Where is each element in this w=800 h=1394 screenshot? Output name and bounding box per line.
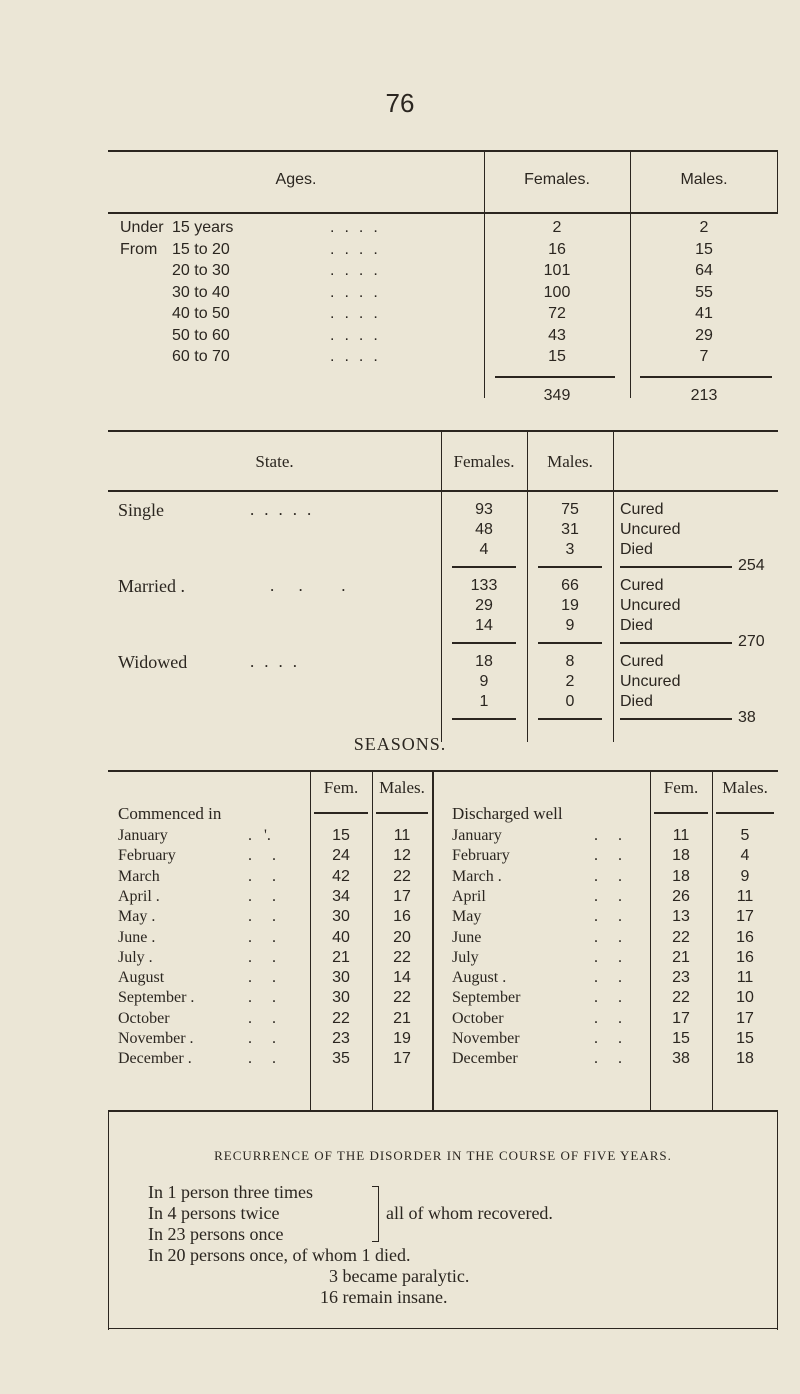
rule — [376, 812, 428, 814]
discharged-month: January — [452, 827, 502, 844]
age-prefix: From — [120, 240, 158, 258]
leader-dots: . . — [594, 867, 622, 885]
discharged-males: 17 — [736, 1009, 754, 1027]
discharged-fem: 17 — [672, 1009, 690, 1027]
sum-rule — [452, 718, 516, 720]
state-outcome: Died — [620, 541, 653, 558]
discharged-males: 15 — [736, 1030, 754, 1047]
commenced-fem: 30 — [332, 989, 350, 1007]
leader-dots: . . — [594, 948, 622, 966]
sum-rule — [538, 566, 602, 568]
state-total: 38 — [738, 709, 756, 726]
leader-dots: .... — [330, 283, 388, 301]
state-females: 48 — [475, 521, 493, 538]
age-range: 15 years — [172, 219, 234, 236]
discharged-month: June — [452, 928, 482, 946]
discharged-males: 16 — [736, 948, 754, 966]
discharged-males: 11 — [736, 969, 754, 987]
females-total: 349 — [543, 387, 571, 404]
state-males: 9 — [565, 617, 575, 634]
discharged-males: 17 — [736, 908, 754, 926]
state-label: Married . — [118, 576, 185, 596]
age-range: 20 to 30 — [172, 262, 230, 279]
commenced-males: 22 — [393, 948, 411, 966]
page-number: 76 — [385, 88, 415, 118]
leader-dots: . . — [594, 989, 622, 1007]
discharged-fem: 38 — [672, 1050, 690, 1068]
rule — [108, 150, 778, 152]
discharged-month: March . — [452, 867, 502, 885]
commenced-fem: 30 — [332, 908, 350, 926]
age-females: 15 — [548, 348, 566, 365]
commenced-month: June . — [118, 928, 156, 946]
sum-rule — [452, 642, 516, 644]
leader-dots: . . — [594, 887, 622, 905]
leader-dots: . . . — [270, 576, 356, 595]
commenced-fem: 24 — [332, 847, 350, 865]
state-label: Single — [118, 500, 165, 520]
commenced-month: May . — [118, 908, 156, 926]
age-males: 29 — [695, 326, 713, 344]
commenced-fem-header: Fem. — [323, 778, 359, 797]
discharged-month: October — [452, 1009, 504, 1027]
discharged-month: August . — [452, 969, 507, 987]
state-outcome: Cured — [620, 653, 664, 670]
column-rule — [432, 770, 434, 1110]
age-females: 16 — [548, 240, 566, 258]
males-total: 213 — [690, 387, 718, 404]
leader-dots: . . — [594, 908, 622, 926]
state-outcome: Cured — [620, 501, 664, 518]
age-range: 50 to 60 — [172, 326, 230, 344]
discharged-fem: 26 — [672, 887, 690, 905]
commenced-males: 20 — [393, 928, 411, 946]
discharged-fem: 15 — [672, 1030, 690, 1047]
state-total: 254 — [738, 557, 765, 574]
commenced-males: 21 — [393, 1009, 411, 1027]
age-range: 40 to 50 — [172, 305, 230, 322]
discharged-fem: 13 — [672, 908, 690, 926]
age-females: 72 — [548, 305, 566, 322]
commenced-month: October — [118, 1009, 170, 1027]
males-header: Males. — [680, 171, 728, 188]
commenced-males: 22 — [393, 867, 411, 885]
sum-rule — [620, 642, 732, 644]
discharged-males: 10 — [736, 989, 754, 1007]
discharged-fem: 22 — [672, 989, 690, 1007]
discharged-fem: 22 — [672, 928, 690, 946]
discharged-fem: 11 — [672, 827, 690, 844]
discharged-fem: 18 — [672, 847, 690, 865]
commenced-month: November . — [118, 1030, 194, 1047]
commenced-fem: 23 — [332, 1030, 350, 1047]
discharged-month: February — [452, 847, 510, 865]
sum-rule — [620, 566, 732, 568]
leader-dots: . . — [248, 969, 276, 987]
recurrence-line: 16 remain insane. — [320, 1287, 448, 1307]
sum-rule — [538, 642, 602, 644]
state-males: 31 — [561, 521, 579, 538]
state-outcome: Uncured — [620, 597, 681, 614]
discharged-month: November — [452, 1030, 520, 1047]
state-label: Widowed — [118, 652, 188, 672]
commenced-fem: 15 — [332, 827, 350, 844]
leader-dots: .... — [330, 305, 388, 322]
commenced-month: July . — [118, 948, 153, 966]
discharged-month: May — [452, 908, 482, 926]
recurrence-line: In 23 persons once — [148, 1224, 284, 1244]
sum-rule — [620, 718, 732, 720]
leader-dots: . . — [248, 847, 276, 865]
state-females: 1 — [479, 693, 489, 710]
discharged-males: 4 — [740, 847, 750, 865]
state-males: 19 — [561, 597, 579, 614]
state-males: 66 — [561, 577, 579, 594]
leader-dots: . . — [594, 969, 622, 987]
rule — [654, 812, 708, 814]
discharged-males: 18 — [736, 1050, 754, 1068]
state-females: 93 — [475, 501, 493, 518]
rule — [108, 770, 778, 772]
state-outcome: Died — [620, 693, 653, 710]
commenced-month: August — [118, 969, 165, 987]
age-males: 15 — [695, 240, 713, 258]
rule — [108, 1328, 778, 1329]
recurrence-line: In 20 persons once, of whom 1 died. — [148, 1245, 411, 1265]
rule — [108, 212, 778, 214]
state-males-header: Males. — [547, 452, 593, 471]
leader-dots: . . — [594, 928, 622, 946]
commenced-males-header: Males. — [379, 778, 425, 797]
ages-header: Ages. — [275, 171, 317, 188]
age-females: 100 — [543, 283, 571, 301]
recurrence-line: 3 became paralytic. — [329, 1266, 470, 1286]
leader-dots: . . — [248, 1050, 276, 1068]
state-total: 270 — [738, 633, 765, 650]
commenced-month: December . — [118, 1050, 192, 1068]
discharged-month: December — [452, 1050, 518, 1068]
state-outcome: Died — [620, 617, 653, 634]
commenced-males: 14 — [393, 969, 411, 987]
state-header: State. — [255, 452, 294, 471]
discharged-males: 9 — [740, 867, 750, 885]
age-females: 2 — [552, 219, 562, 236]
commenced-fem: 35 — [332, 1050, 350, 1068]
age-females: 43 — [548, 326, 566, 344]
state-outcome: Cured — [620, 577, 664, 594]
state-males: 0 — [565, 693, 575, 710]
leader-dots: .... — [330, 326, 388, 344]
state-females: 9 — [479, 673, 489, 690]
leader-dots: . . — [248, 1009, 276, 1027]
age-range: 15 to 20 — [172, 240, 230, 258]
leader-dots: .... — [330, 240, 388, 258]
state-females: 14 — [475, 617, 493, 634]
commenced-header: Commenced in — [118, 804, 222, 823]
age-males: 2 — [699, 219, 709, 236]
females-header: Females. — [524, 171, 590, 188]
leader-dots: .... — [330, 262, 388, 279]
rule — [716, 812, 774, 814]
commenced-month: March — [118, 867, 160, 885]
leader-dots: . . — [248, 948, 276, 966]
discharged-fem-header: Fem. — [663, 778, 699, 797]
age-males: 55 — [695, 283, 713, 301]
leader-dots: .... — [330, 219, 388, 236]
commenced-males: 19 — [393, 1030, 411, 1047]
commenced-fem: 34 — [332, 887, 350, 905]
age-females: 101 — [543, 262, 571, 279]
age-males: 64 — [695, 262, 713, 279]
leader-dots: . . — [594, 1050, 622, 1068]
leader-dots: . . — [248, 1030, 276, 1047]
recurrence-line: In 4 persons twice — [148, 1203, 280, 1223]
discharged-males-header: Males. — [722, 778, 768, 797]
sum-rule — [538, 718, 602, 720]
state-females-header: Females. — [453, 452, 515, 471]
commenced-month: September . — [118, 989, 195, 1007]
commenced-fem: 42 — [332, 867, 350, 885]
state-outcome: Uncured — [620, 521, 681, 538]
brace — [372, 1186, 379, 1242]
commenced-month: January — [118, 827, 168, 844]
age-males: 41 — [695, 305, 713, 322]
leader-dots: . . — [248, 887, 276, 905]
frame-rule — [777, 1110, 778, 1330]
commenced-males: 22 — [393, 989, 411, 1007]
recurrence-brace-text: all of whom recovered. — [386, 1203, 553, 1223]
discharged-males: 11 — [736, 887, 754, 905]
commenced-month: April . — [118, 887, 160, 905]
recurrence-title: RECURRENCE OF THE DISORDER IN THE COURSE OF FIVE YEARS. — [214, 1148, 672, 1163]
sum-rule — [640, 376, 772, 378]
state-males: 75 — [561, 501, 579, 518]
discharged-males: 5 — [740, 827, 750, 844]
leader-dots: .... — [250, 652, 307, 671]
age-prefix: Under — [120, 219, 164, 236]
leader-dots: . . — [248, 867, 276, 885]
rule — [108, 490, 778, 492]
column-rule — [613, 430, 614, 742]
recurrence-line: In 1 person three times — [148, 1182, 313, 1202]
discharged-fem: 18 — [672, 867, 690, 885]
state-outcome: Uncured — [620, 673, 681, 690]
discharged-males: 16 — [736, 928, 754, 946]
leader-dots: . . — [248, 928, 276, 946]
leader-dots: . . — [248, 908, 276, 926]
rule — [108, 430, 778, 432]
leader-dots: . . — [594, 827, 622, 844]
rule — [314, 812, 368, 814]
sum-rule — [495, 376, 615, 378]
sum-rule — [452, 566, 516, 568]
commenced-fem: 40 — [332, 928, 350, 946]
discharged-month: July — [452, 948, 479, 966]
seasons-title: SEASONS. — [353, 734, 447, 754]
state-males: 8 — [565, 653, 575, 670]
leader-dots: . '. — [248, 827, 271, 844]
discharged-month: April — [452, 887, 486, 905]
discharged-fem: 23 — [672, 969, 690, 987]
frame-rule — [108, 1110, 109, 1330]
commenced-males: 16 — [393, 908, 411, 926]
state-females: 18 — [475, 653, 493, 670]
rule — [108, 1110, 778, 1112]
discharged-header: Discharged well — [452, 804, 563, 823]
state-females: 133 — [470, 577, 498, 594]
commenced-males: 12 — [393, 847, 411, 865]
commenced-males: 17 — [393, 887, 411, 905]
state-males: 2 — [565, 673, 575, 690]
state-females: 4 — [479, 541, 489, 558]
discharged-fem: 21 — [672, 948, 690, 966]
state-females: 29 — [475, 597, 493, 614]
state-males: 3 — [565, 541, 575, 558]
leader-dots: . . — [594, 1030, 622, 1047]
commenced-month: February — [118, 847, 176, 865]
leader-dots: . . — [248, 989, 276, 1007]
leader-dots: ..... — [250, 500, 322, 519]
commenced-fem: 21 — [332, 948, 350, 966]
commenced-fem: 22 — [332, 1009, 350, 1027]
leader-dots: . . — [594, 1009, 622, 1027]
commenced-fem: 30 — [332, 969, 350, 987]
age-range: 60 to 70 — [172, 348, 230, 365]
commenced-males: 17 — [393, 1050, 411, 1068]
age-males: 7 — [699, 348, 709, 365]
discharged-month: September — [452, 989, 521, 1007]
age-range: 30 to 40 — [172, 283, 230, 301]
leader-dots: . . — [594, 847, 622, 865]
leader-dots: .... — [330, 348, 388, 365]
commenced-males: 11 — [393, 827, 411, 844]
